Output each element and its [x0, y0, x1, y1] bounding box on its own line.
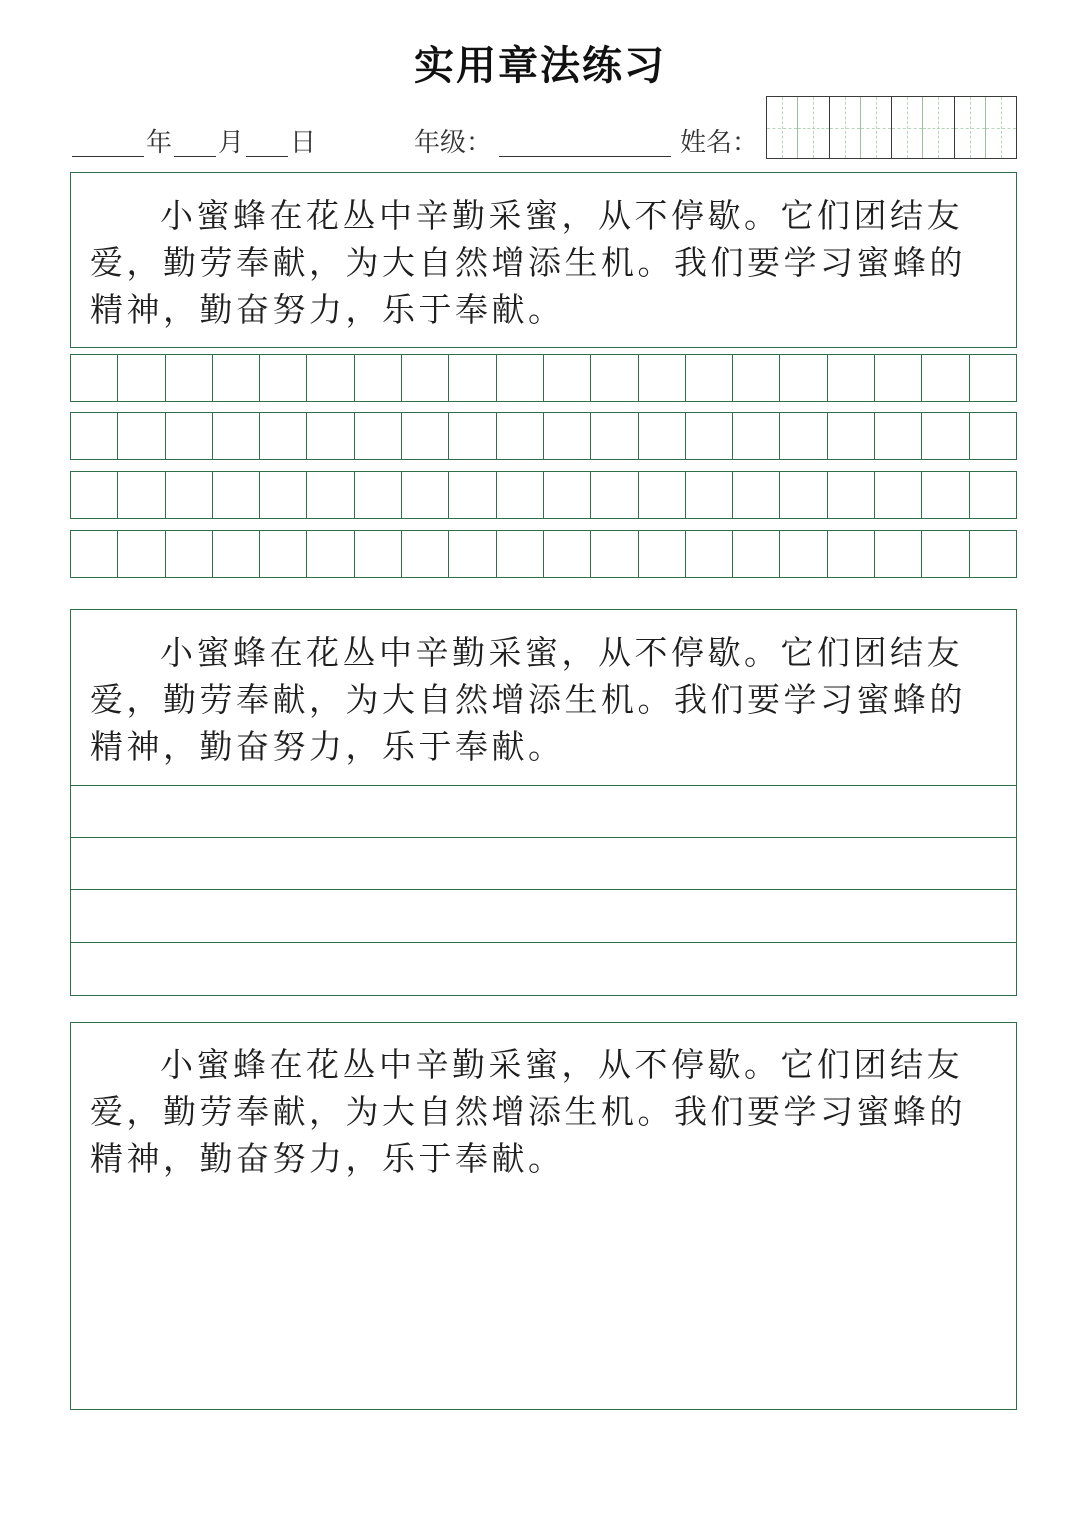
grid-cell[interactable]: [307, 531, 354, 577]
page-title: 实用章法练习: [414, 43, 666, 89]
name-cell[interactable]: [861, 97, 892, 158]
name-grid[interactable]: [766, 96, 1017, 159]
grid-cell[interactable]: [780, 355, 827, 401]
grid-cell[interactable]: [780, 413, 827, 459]
grid-cell[interactable]: [71, 531, 118, 577]
grid-cell[interactable]: [71, 413, 118, 459]
grid-cell[interactable]: [544, 531, 591, 577]
grid-cell[interactable]: [780, 531, 827, 577]
grid-row-4[interactable]: [70, 530, 1017, 578]
name-cell[interactable]: [830, 97, 861, 158]
grid-cell[interactable]: [213, 355, 260, 401]
grade-label: 年级：: [414, 128, 493, 158]
grid-cell[interactable]: [166, 472, 213, 518]
passage-text-1: 小蜜蜂在花丛中辛勤采蜜，从不停歇。它们团结友爱，勤劳奉献，为大自然增添生机。我们要学习蜜蜂的精神，勤奋努力，乐于奉献。: [90, 196, 966, 329]
grid-cell[interactable]: [544, 355, 591, 401]
ruled-line: [70, 889, 1017, 890]
grid-cell[interactable]: [970, 472, 1016, 518]
grid-cell[interactable]: [970, 531, 1016, 577]
grid-cell[interactable]: [307, 355, 354, 401]
grid-cell[interactable]: [497, 472, 544, 518]
grid-row-2[interactable]: [70, 412, 1017, 460]
grid-cell[interactable]: [402, 472, 449, 518]
grade-blank[interactable]: [499, 156, 671, 157]
grid-cell[interactable]: [733, 531, 780, 577]
grid-cell[interactable]: [875, 355, 922, 401]
grid-cell[interactable]: [307, 413, 354, 459]
grid-cell[interactable]: [449, 413, 496, 459]
grid-cell[interactable]: [828, 355, 875, 401]
grid-cell[interactable]: [213, 531, 260, 577]
grid-cell[interactable]: [544, 413, 591, 459]
grid-cell[interactable]: [922, 531, 969, 577]
grid-cell[interactable]: [733, 413, 780, 459]
grid-cell[interactable]: [497, 413, 544, 459]
grid-cell[interactable]: [497, 355, 544, 401]
grid-cell[interactable]: [686, 531, 733, 577]
grid-cell[interactable]: [213, 472, 260, 518]
name-label: 姓名：: [680, 128, 759, 158]
grid-cell[interactable]: [686, 472, 733, 518]
grid-cell[interactable]: [639, 531, 686, 577]
name-cell[interactable]: [955, 97, 986, 158]
grid-cell[interactable]: [591, 413, 638, 459]
grid-row-1[interactable]: [70, 354, 1017, 402]
grid-row-3[interactable]: [70, 471, 1017, 519]
grid-cell[interactable]: [686, 355, 733, 401]
month-label: 月: [218, 128, 245, 158]
grid-cell[interactable]: [875, 413, 922, 459]
ruled-line: [70, 837, 1017, 838]
grid-cell[interactable]: [71, 355, 118, 401]
grid-cell[interactable]: [166, 413, 213, 459]
grid-cell[interactable]: [260, 472, 307, 518]
grid-cell[interactable]: [970, 355, 1016, 401]
grid-cell[interactable]: [639, 472, 686, 518]
grid-cell[interactable]: [260, 355, 307, 401]
grid-cell[interactable]: [922, 413, 969, 459]
grid-cell[interactable]: [213, 413, 260, 459]
grid-cell[interactable]: [828, 531, 875, 577]
grid-cell[interactable]: [639, 355, 686, 401]
passage-text-2: 小蜜蜂在花丛中辛勤采蜜，从不停歇。它们团结友爱，勤劳奉献，为大自然增添生机。我们要学习蜜蜂的精神，勤奋努力，乐于奉献。: [90, 633, 966, 766]
grid-cell[interactable]: [402, 413, 449, 459]
ruled-line: [70, 942, 1017, 943]
grid-cell[interactable]: [118, 413, 165, 459]
grid-cell[interactable]: [71, 472, 118, 518]
name-cell[interactable]: [767, 97, 798, 158]
grid-cell[interactable]: [591, 531, 638, 577]
grid-cell[interactable]: [449, 355, 496, 401]
grid-cell[interactable]: [355, 413, 402, 459]
grid-cell[interactable]: [591, 355, 638, 401]
grid-cell[interactable]: [118, 472, 165, 518]
grid-cell[interactable]: [355, 531, 402, 577]
grid-cell[interactable]: [828, 472, 875, 518]
grid-cell[interactable]: [733, 355, 780, 401]
grid-cell[interactable]: [875, 472, 922, 518]
year-label: 年: [146, 128, 173, 158]
grid-cell[interactable]: [118, 531, 165, 577]
grid-cell[interactable]: [402, 531, 449, 577]
grid-cell[interactable]: [639, 413, 686, 459]
grid-cell[interactable]: [591, 472, 638, 518]
grid-cell[interactable]: [449, 472, 496, 518]
grid-cell[interactable]: [875, 531, 922, 577]
grid-cell[interactable]: [497, 531, 544, 577]
day-label: 日: [290, 128, 317, 158]
day-blank[interactable]: [246, 156, 288, 157]
name-cell[interactable]: [923, 97, 954, 158]
grid-cell[interactable]: [260, 413, 307, 459]
grid-cell[interactable]: [118, 355, 165, 401]
ruled-line: [70, 785, 1017, 786]
grid-cell[interactable]: [922, 472, 969, 518]
grid-cell[interactable]: [970, 413, 1016, 459]
name-cell[interactable]: [798, 97, 829, 158]
grid-cell[interactable]: [733, 472, 780, 518]
passage-text-3: 小蜜蜂在花丛中辛勤采蜜，从不停歇。它们团结友爱，勤劳奉献，为大自然增添生机。我们要学习蜜蜂的精神，勤奋努力，乐于奉献。: [90, 1045, 966, 1178]
grid-cell[interactable]: [922, 355, 969, 401]
grid-cell[interactable]: [402, 355, 449, 401]
year-blank[interactable]: [72, 156, 144, 157]
grid-cell[interactable]: [780, 472, 827, 518]
grid-cell[interactable]: [260, 531, 307, 577]
grid-cell[interactable]: [355, 472, 402, 518]
grid-cell[interactable]: [307, 472, 354, 518]
grid-cell[interactable]: [686, 413, 733, 459]
grid-cell[interactable]: [544, 472, 591, 518]
grid-cell[interactable]: [166, 355, 213, 401]
grid-cell[interactable]: [355, 355, 402, 401]
grid-cell[interactable]: [828, 413, 875, 459]
month-blank[interactable]: [174, 156, 216, 157]
grid-cell[interactable]: [449, 531, 496, 577]
grid-cell[interactable]: [166, 531, 213, 577]
name-cell[interactable]: [986, 97, 1016, 158]
name-cell[interactable]: [892, 97, 923, 158]
